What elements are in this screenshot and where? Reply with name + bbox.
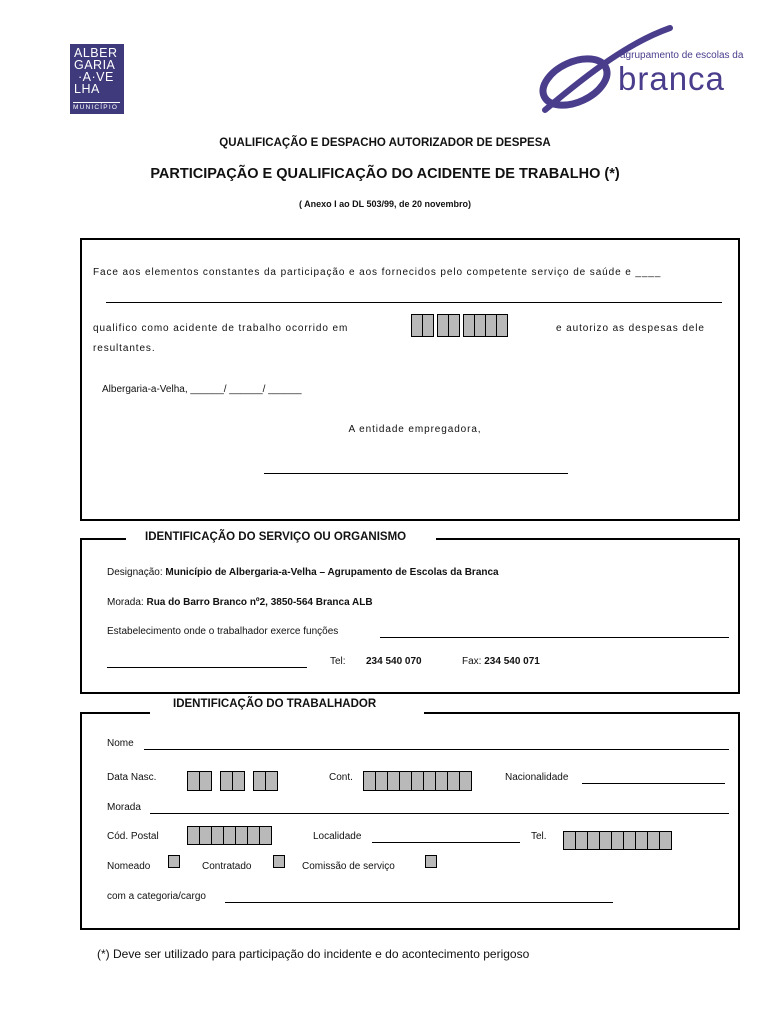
servico-box [80, 538, 740, 694]
cont-label: Cont. [329, 772, 353, 783]
nacionalidade-label: Nacionalidade [505, 772, 569, 783]
logo-sub: MUNICÍPIO [73, 104, 119, 111]
trab-top-right [424, 712, 740, 714]
despacho-qualifico: qualifico como acidente de trabalho ocorrido em [93, 323, 349, 334]
logo-line: LHA [74, 82, 100, 96]
localidade-label: Localidade [313, 831, 362, 842]
servico-top-left [80, 538, 126, 540]
morada-servico-value: Rua do Barro Branco nº2, 3850-564 Branca ALB [146, 597, 373, 608]
accident-date-cells[interactable] [411, 314, 511, 337]
morada-servico-label: Morada: [107, 597, 144, 608]
cod-postal-label: Cód. Postal [107, 831, 159, 842]
despacho-resultantes: resultantes. [93, 343, 156, 354]
servico-fax-value: 234 540 071 [484, 656, 540, 667]
designacao-value: Município de Albergaria-a-Velha – Agrupamento de Escolas da Branca [165, 567, 499, 578]
servico-top-right [436, 538, 740, 540]
servico-fax-label: Fax: [462, 656, 482, 667]
trab-top-left [80, 712, 150, 714]
morada-servico-row [107, 597, 373, 608]
contratado-label: Contratado [202, 861, 252, 872]
agrupamento-logo [530, 22, 750, 117]
tel-cells[interactable] [563, 831, 671, 850]
localidade-field[interactable] [372, 842, 520, 843]
servico-tel-value: 234 540 070 [366, 656, 422, 667]
estabelecimento-field-2[interactable] [107, 667, 307, 668]
categoria-label: com a categoria/cargo [107, 891, 206, 902]
nacionalidade-field[interactable] [582, 783, 725, 784]
despacho-local-data[interactable]: Albergaria-a-Velha, ______/ ______/ ______ [102, 384, 302, 395]
comissao-checkbox[interactable] [425, 855, 437, 868]
servico-title: IDENTIFICAÇÃO DO SERVIÇO OU ORGANISMO [140, 531, 411, 543]
logo-small-text: agrupamento de escolas da [620, 50, 744, 61]
despacho-box [80, 238, 740, 521]
morada-field[interactable] [150, 813, 729, 814]
trabalhador-title: IDENTIFICAÇÃO DO TRABALHADOR [168, 698, 381, 710]
cod-postal-cells[interactable] [187, 826, 271, 845]
designacao-row [107, 567, 499, 578]
despacho-entidade: A entidade empregadora, [348, 424, 482, 435]
designacao-label: Designação: [107, 567, 163, 578]
signature-line[interactable] [264, 473, 568, 474]
estabelecimento-label: Estabelecimento onde o trabalhador exerce funções [107, 626, 339, 637]
footnote: (*) Deve ser utilizado para participação do incidente e do acontecimento perigoso [97, 947, 530, 961]
nome-field[interactable] [144, 749, 729, 750]
comissao-label: Comissão de serviço [302, 861, 395, 872]
title-qualificacao: QUALIFICAÇÃO E DESPACHO AUTORIZADOR DE DESPESA [219, 137, 551, 149]
nomeado-label: Nomeado [107, 861, 151, 872]
logo-big-text: branca [618, 60, 725, 97]
despacho-autorizo: e autorizo as despesas dele [556, 323, 705, 334]
data-nasc-cells[interactable] [187, 771, 281, 791]
logo-line: ·A·VE [78, 70, 114, 84]
cont-cells[interactable] [363, 771, 471, 791]
tel-label: Tel. [531, 831, 547, 842]
logo-line: GARIA [74, 58, 116, 72]
morada-label: Morada [107, 802, 141, 813]
categoria-field[interactable] [225, 902, 613, 903]
despacho-blank-line[interactable] [106, 302, 722, 303]
despacho-line1: Face aos elementos constantes da participação e aos fornecidos pelo competente serviço de saúde e ____ [93, 267, 662, 278]
title-anexo: ( Anexo I ao DL 503/99, de 20 novembro) [298, 199, 472, 209]
municipio-logo [70, 44, 124, 114]
nomeado-checkbox[interactable] [168, 855, 180, 868]
title-participacao: PARTICIPAÇÃO E QUALIFICAÇÃO DO ACIDENTE DE TRABALHO (*) [150, 166, 620, 182]
logo-line: ALBER [74, 46, 118, 60]
data-nasc-label: Data Nasc. [107, 772, 157, 783]
nome-label: Nome [107, 738, 134, 749]
contratado-checkbox[interactable] [273, 855, 285, 868]
estabelecimento-field[interactable] [380, 637, 729, 638]
servico-tel-label: Tel: [330, 656, 346, 667]
servico-fax-row [462, 656, 540, 667]
